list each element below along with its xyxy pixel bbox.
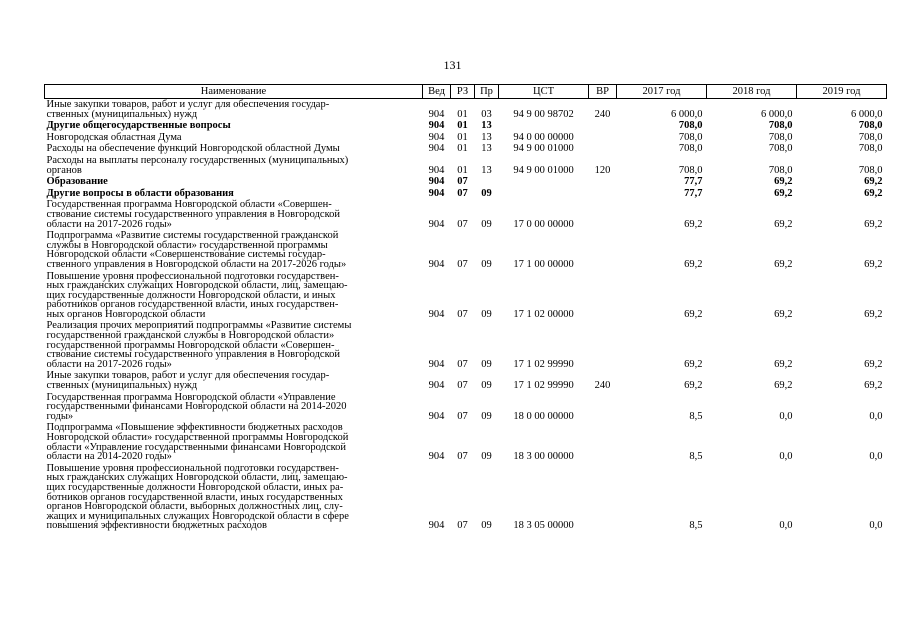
row-name: Расходы на обеспечение функций Новгородской областной Думы — [46, 143, 340, 155]
row-vr — [589, 463, 617, 532]
row-ved: 904 — [428, 176, 445, 188]
header-cst: ЦСТ — [499, 85, 589, 99]
row-2017-amount: 708,0 — [678, 131, 703, 143]
row-name: Другие общегосударственные вопросы — [46, 120, 231, 132]
table-row — [45, 199, 887, 230]
table-row — [45, 188, 887, 200]
row-name: Государственная программа Новгородской области «Управление государственными финансами Новгородской области на 2014-2020 годы» — [46, 391, 347, 422]
row-rz: 01 — [457, 143, 468, 155]
row-cst: 18 0 00 00000 — [513, 410, 574, 422]
row-pr: 09 — [481, 451, 492, 463]
row-cst: 17 1 02 99990 — [513, 380, 574, 392]
row-cst: 17 1 02 00000 — [513, 308, 574, 320]
row-pr: 09 — [481, 258, 492, 270]
row-pr — [475, 176, 499, 188]
row-rz: 07 — [457, 358, 468, 370]
row-ved: 904 — [428, 120, 445, 132]
row-2019-amount: 6 000,0 — [851, 108, 883, 120]
row-cst — [499, 188, 589, 200]
table-row — [45, 370, 887, 391]
table-row — [45, 132, 887, 144]
row-vr — [589, 132, 617, 144]
row-ved: 904 — [428, 164, 445, 176]
row-ved: 904 — [428, 108, 445, 120]
row-rz: 01 — [457, 108, 468, 120]
row-vr — [589, 271, 617, 321]
row-vr — [589, 392, 617, 423]
row-vr — [589, 120, 617, 132]
header-2017: 2017 год — [617, 85, 707, 99]
row-rz: 07 — [457, 218, 468, 230]
row-name: Повышение уровня профессиональной подготовки государствен- ных гражданских служащих Новгородской области, лиц, замещаю- щих государственные должности Новгородской области, и иных работников органов государственной власти, иных государствен- ных органов Новгородской области — [46, 270, 348, 320]
row-ved: 904 — [428, 380, 445, 392]
row-2017-amount: 69,2 — [684, 380, 703, 392]
row-2019-amount: 708,0 — [858, 131, 883, 143]
row-2018-amount: 69,2 — [774, 308, 793, 320]
row-2019-amount: 69,2 — [864, 176, 883, 188]
row-2019-amount: 708,0 — [858, 143, 883, 155]
header-2019: 2019 год — [797, 85, 887, 99]
header-vr: ВР — [589, 85, 617, 99]
row-ved: 904 — [428, 131, 445, 143]
budget-table — [44, 84, 887, 532]
row-name: Подпрограмма «Повышение эффективности бюджетных расходов Новгородской области» государственной программы Новгородской области «Управление государственными финансами Новгородской области на 2014-2020 годы» — [46, 422, 349, 463]
table-row — [45, 143, 887, 155]
row-2019-amount: 69,2 — [864, 358, 883, 370]
table-row — [45, 120, 887, 132]
row-2018-amount: 0,0 — [779, 520, 793, 532]
row-2018-amount: 69,2 — [774, 187, 793, 199]
row-cst: 18 3 00 00000 — [513, 451, 574, 463]
row-pr: 09 — [481, 520, 492, 532]
row-cst: 94 0 00 00000 — [513, 131, 574, 143]
row-2019-amount: 69,2 — [864, 258, 883, 270]
row-cst: 17 0 00 00000 — [513, 218, 574, 230]
row-vr — [589, 143, 617, 155]
row-2017-amount: 708,0 — [678, 120, 703, 132]
row-2018-amount: 708,0 — [768, 131, 793, 143]
row-2018-amount: 69,2 — [774, 258, 793, 270]
row-vr: 240 — [594, 380, 611, 392]
row-pr: 09 — [481, 218, 492, 230]
header-ved: Вед — [423, 85, 451, 99]
row-name: Новгородская областная Дума — [46, 131, 182, 143]
row-2017-amount: 8,5 — [689, 451, 703, 463]
row-rz: 01 — [457, 120, 468, 132]
row-2019-amount: 69,2 — [864, 380, 883, 392]
row-2018-amount: 6 000,0 — [761, 108, 793, 120]
header-2018: 2018 год — [707, 85, 797, 99]
row-2017-amount: 77,7 — [684, 187, 703, 199]
row-ved: 904 — [428, 451, 445, 463]
row-rz: 07 — [457, 380, 468, 392]
table-row — [45, 392, 887, 423]
row-name: Повышение уровня профессиональной подготовки государствен- ных гражданских служащих Новгородской области, лиц, замещаю- щих государственные должности Новгородской области, иных ра- ботников органов государственной власти, иных государственных органов Новгородской области, выборных должностных лиц, слу- жащих и муниципальных служащих Новгородской области в сфере повышения эффективности бюджетных расходов — [46, 462, 349, 532]
row-rz: 07 — [457, 258, 468, 270]
row-2019-amount: 69,2 — [864, 187, 883, 199]
row-2017-amount: 69,2 — [684, 258, 703, 270]
row-2017-amount: 8,5 — [689, 520, 703, 532]
header-pr: Пр — [475, 85, 499, 99]
row-2018-amount: 708,0 — [768, 143, 793, 155]
row-2017-amount: 69,2 — [684, 358, 703, 370]
row-pr: 09 — [481, 380, 492, 392]
row-vr — [589, 320, 617, 370]
row-2019-amount: 69,2 — [864, 308, 883, 320]
table-row — [45, 320, 887, 370]
row-vr — [589, 199, 617, 230]
row-ved: 904 — [428, 520, 445, 532]
row-2018-amount: 69,2 — [774, 380, 793, 392]
row-2018-amount: 708,0 — [768, 164, 793, 176]
row-2018-amount: 69,2 — [774, 358, 793, 370]
row-pr: 09 — [481, 187, 492, 199]
row-2018-amount: 69,2 — [774, 176, 793, 188]
row-ved: 904 — [428, 308, 445, 320]
row-vr — [589, 188, 617, 200]
row-2018-amount: 0,0 — [779, 451, 793, 463]
row-rz: 07 — [457, 520, 468, 532]
row-cst — [499, 176, 589, 188]
row-rz: 07 — [457, 410, 468, 422]
row-name: Расходы на выплаты персоналу государственных (муниципальных) органов — [46, 154, 349, 176]
row-vr: 240 — [594, 108, 611, 120]
row-2017-amount: 77,7 — [684, 176, 703, 188]
row-vr: 120 — [594, 164, 611, 176]
row-vr — [589, 176, 617, 188]
row-name: Иные закупки товаров, работ и услуг для обеспечения государ- ственных (муниципальных) нужд — [46, 99, 330, 120]
row-ved: 904 — [428, 187, 445, 199]
row-2019-amount: 0,0 — [869, 451, 883, 463]
row-name: Иные закупки товаров, работ и услуг для обеспечения государ- ственных (муниципальных) нужд — [46, 370, 330, 392]
row-2019-amount: 69,2 — [864, 218, 883, 230]
row-name: Реализация прочих мероприятий подпрограммы «Развитие системы государственной гражданской службы в Новгородской области» государственной программы Новгородской области «Совершен- ствование системы государственного управления в Новгородской области на 2017-2026 годы» — [46, 320, 352, 370]
row-rz: 07 — [457, 176, 468, 188]
row-2017-amount: 8,5 — [689, 410, 703, 422]
table-header-row — [45, 85, 887, 99]
header-name: Наименование — [45, 85, 423, 99]
table-row — [45, 176, 887, 188]
table-row — [45, 230, 887, 270]
row-vr — [589, 230, 617, 270]
row-pr: 13 — [481, 143, 492, 155]
row-vr — [589, 422, 617, 462]
row-cst: 18 3 05 00000 — [513, 520, 574, 532]
row-rz: 07 — [457, 308, 468, 320]
row-name: Государственная программа Новгородской области «Совершен- ствование системы государственного управления в Новгородской области на 2017-2026 годы» — [46, 199, 341, 230]
row-2018-amount: 708,0 — [768, 120, 793, 132]
row-cst: 17 1 00 00000 — [513, 258, 574, 270]
row-name: Подпрограмма «Развитие системы государственной гражданской службы в Новгородской области» государственной программы Новгородской области «Совершенствование системы государ- ственного управления в Новгородской области на 2017-2026 годы» — [46, 230, 347, 270]
row-pr: 13 — [481, 131, 492, 143]
row-2019-amount: 0,0 — [869, 520, 883, 532]
row-rz: 01 — [457, 131, 468, 143]
row-rz: 01 — [457, 164, 468, 176]
row-cst: 94 9 00 01000 — [513, 143, 574, 155]
row-2017-amount: 6 000,0 — [671, 108, 703, 120]
row-ved: 904 — [428, 218, 445, 230]
row-ved: 904 — [428, 410, 445, 422]
row-2017-amount: 69,2 — [684, 218, 703, 230]
page-number: 131 — [443, 58, 462, 72]
row-2018-amount: 69,2 — [774, 218, 793, 230]
row-2019-amount: 0,0 — [869, 410, 883, 422]
row-2019-amount: 708,0 — [858, 164, 883, 176]
row-name: Другие вопросы в области образования — [46, 187, 234, 199]
table-row — [45, 155, 887, 176]
row-2017-amount: 708,0 — [678, 164, 703, 176]
row-pr: 13 — [481, 164, 492, 176]
row-pr: 09 — [481, 410, 492, 422]
row-2017-amount: 69,2 — [684, 308, 703, 320]
row-cst: 94 9 00 98702 — [513, 108, 574, 120]
row-pr: 09 — [481, 308, 492, 320]
row-rz: 07 — [457, 451, 468, 463]
row-2017-amount: 708,0 — [678, 143, 703, 155]
row-ved: 904 — [428, 358, 445, 370]
row-2018-amount: 0,0 — [779, 410, 793, 422]
row-rz: 07 — [457, 187, 468, 199]
table-row — [45, 463, 887, 532]
row-2019-amount: 708,0 — [858, 120, 883, 132]
row-cst: 17 1 02 99990 — [513, 358, 574, 370]
row-pr: 03 — [481, 108, 492, 120]
row-pr: 13 — [481, 120, 492, 132]
row-name: Образование — [46, 176, 108, 188]
table-row — [45, 422, 887, 462]
row-ved: 904 — [428, 143, 445, 155]
row-ved: 904 — [428, 258, 445, 270]
header-rz: РЗ — [451, 85, 475, 99]
row-cst: 94 9 00 01000 — [513, 164, 574, 176]
table-row — [45, 271, 887, 321]
table-row — [45, 99, 887, 121]
row-pr: 09 — [481, 358, 492, 370]
row-cst — [499, 120, 589, 132]
